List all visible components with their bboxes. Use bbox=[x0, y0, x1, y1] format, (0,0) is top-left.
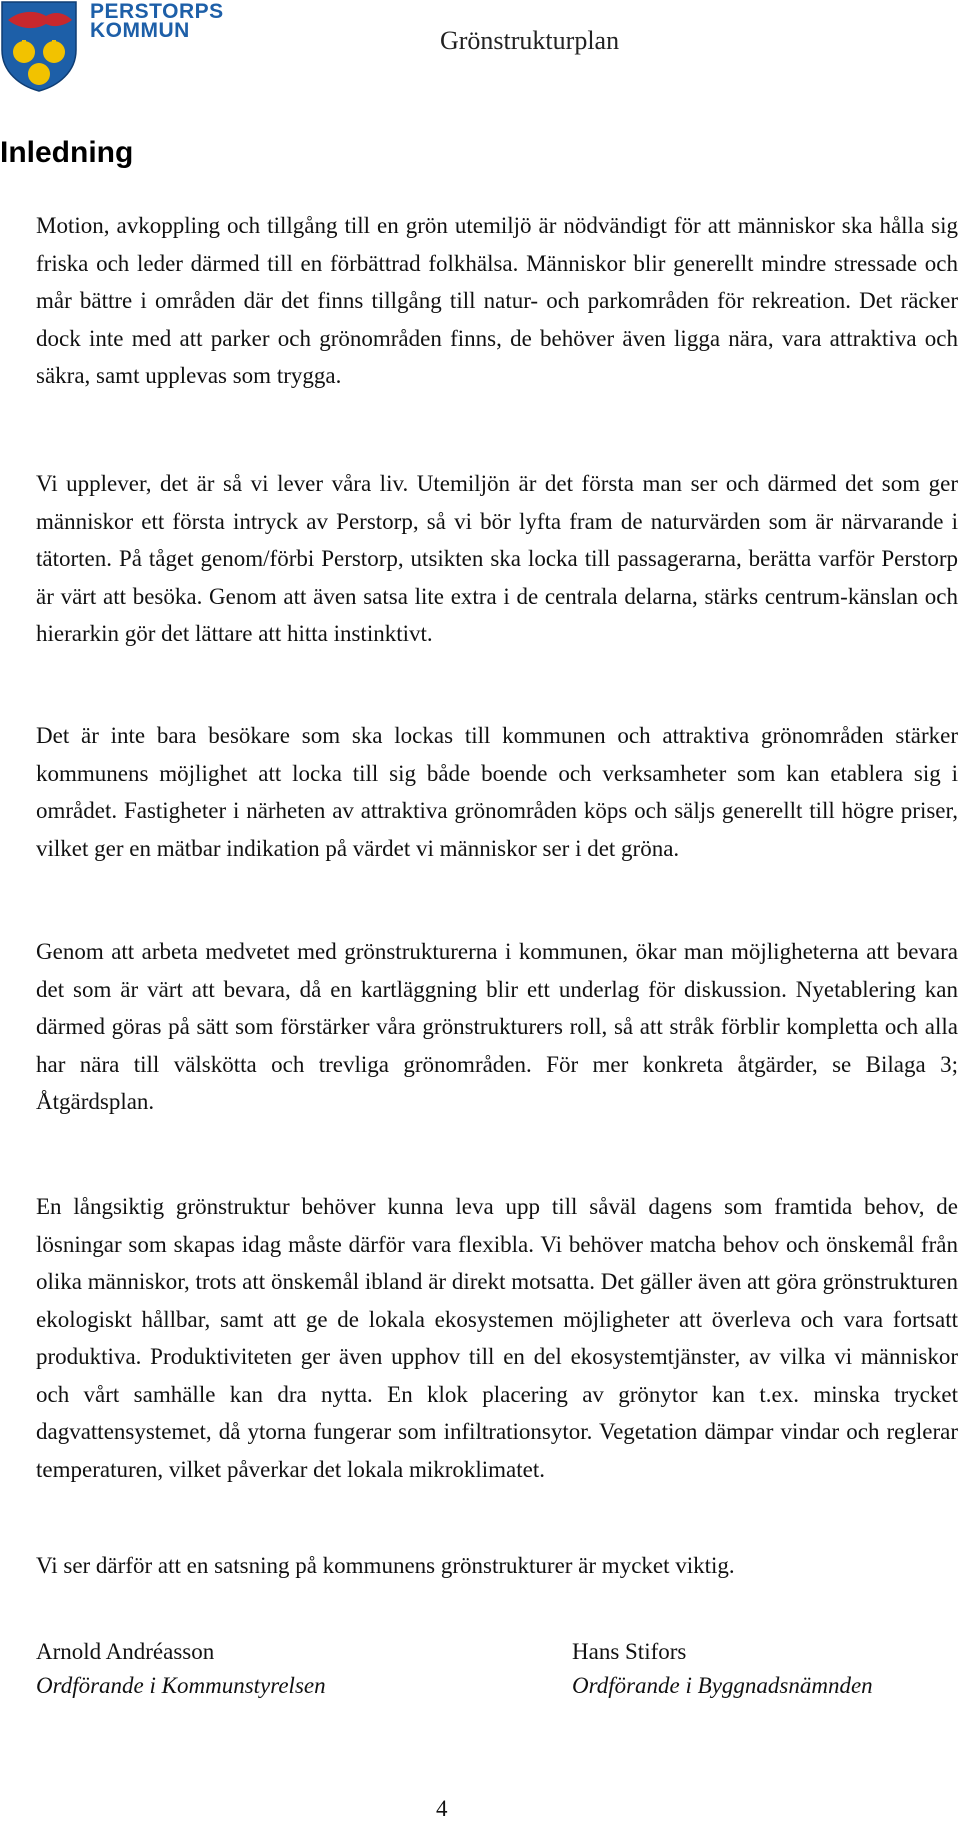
document-title: Grönstrukturplan bbox=[440, 26, 620, 55]
logo-wordmark bbox=[90, 2, 224, 40]
signature-right bbox=[572, 1635, 873, 1703]
paragraph-2 bbox=[36, 465, 958, 653]
paragraph-1 bbox=[36, 207, 958, 395]
municipality-logo bbox=[0, 0, 224, 100]
signatory-name: Hans Stifors bbox=[572, 1639, 687, 1664]
logo-line-1: PERSTORPS bbox=[90, 0, 224, 23]
paragraph-text: Genom att arbeta medvetet med grönstrukturerna i kommunen, ökar man möjligheterna att bevara det som är värt att bevara, då en kartläggning blir ett underlag för diskussion. Nyetablering kan därmed göras på sätt som förstärker våra grönstrukturers roll, så att stråk förblir kompletta och alla har nära till välskötta och trevliga grönområden. För mer konkreta åtgärder, se Bilaga 3; Åtgärdsplan. bbox=[36, 939, 958, 1114]
paragraph-text: Motion, avkoppling och tillgång till en grön utemiljö är nödvändigt för att människor ska hålla sig friska och leder därmed till en förbättrad folkhälsa. Människor blir generellt mindre stressade och mår bättre i områden där det finns tillgång till natur- och parkområden för rekreation. Det räcker dock inte med att parker och grönområden finns, de behöver även ligga nära, vara attraktiva och säkra, samt upplevas som trygga. bbox=[36, 213, 958, 388]
signatory-role: Ordförande i Kommunstyrelsen bbox=[36, 1673, 326, 1698]
signatory-role: Ordförande i Byggnadsnämnden bbox=[572, 1673, 873, 1698]
paragraph-text: Det är inte bara besökare som ska lockas till kommunen och attraktiva grönområden stärker kommunens möjlighet att locka till sig både boende och verksamheter som kan etablera sig i området. Fastigheter i närheten av attraktiva grönområden köps och säljs generellt till högre priser, vilket ger en mätbar indikation på värdet vi människor ser i det gröna. bbox=[36, 723, 958, 861]
paragraph-5 bbox=[36, 1188, 958, 1488]
paragraph-3 bbox=[36, 717, 958, 867]
paragraph-text: Vi ser därför att en satsning på kommunens grönstrukturer är mycket viktig. bbox=[36, 1553, 735, 1578]
paragraph-text: En långsiktig grönstruktur behöver kunna leva upp till såväl dagens som framtida behov, de lösningar som skapas idag måste därför vara flexibla. Vi behöver matcha behov och önskemål från olika människor, trots att önskemål ibland är direkt motsatta. Det gäller även att göra grönstrukturen ekologiskt hållbar, samt att ge de lokala ekosystemen möjligheter att överleva och vara fortsatt produktiva. Produktiviteten ger även upphov till en del ekosystemtjänster, av vilka vi människor och vårt samhälle kan dra nytta. En klok placering av grönytor kan t.ex. minska trycket dagvattensystemet, då ytorna fungerar som infiltrationsytor. Vegetation dämpar vindar och reglerar temperaturen, vilket påverkar det lokala mikroklimatet. bbox=[36, 1194, 958, 1482]
section-heading: Inledning bbox=[0, 136, 134, 169]
page-number: 4 bbox=[436, 1796, 448, 1821]
paragraph-6 bbox=[36, 1547, 958, 1585]
logo-line-2: KOMMUN bbox=[90, 19, 190, 42]
coat-of-arms-icon bbox=[0, 0, 80, 92]
paragraph-text: Vi upplever, det är så vi lever våra liv. Utemiljön är det första man ser och därmed det som ger människor ett första intryck av Perstorp, så vi bör lyfta fram de naturvärden som är närvarande i tätorten. På tåget genom/förbi Perstorp, utsikten ska locka till passagerarna, berätta varför Perstorp är värt att besöka. Genom att även satsa lite extra i de centrala delarna, stärks centrum-känslan och hierarkin gör det lättare att hitta instinktivt. bbox=[36, 471, 958, 646]
signatory-name: Arnold Andréasson bbox=[36, 1639, 215, 1664]
paragraph-4 bbox=[36, 933, 958, 1121]
signature-left bbox=[36, 1635, 326, 1703]
